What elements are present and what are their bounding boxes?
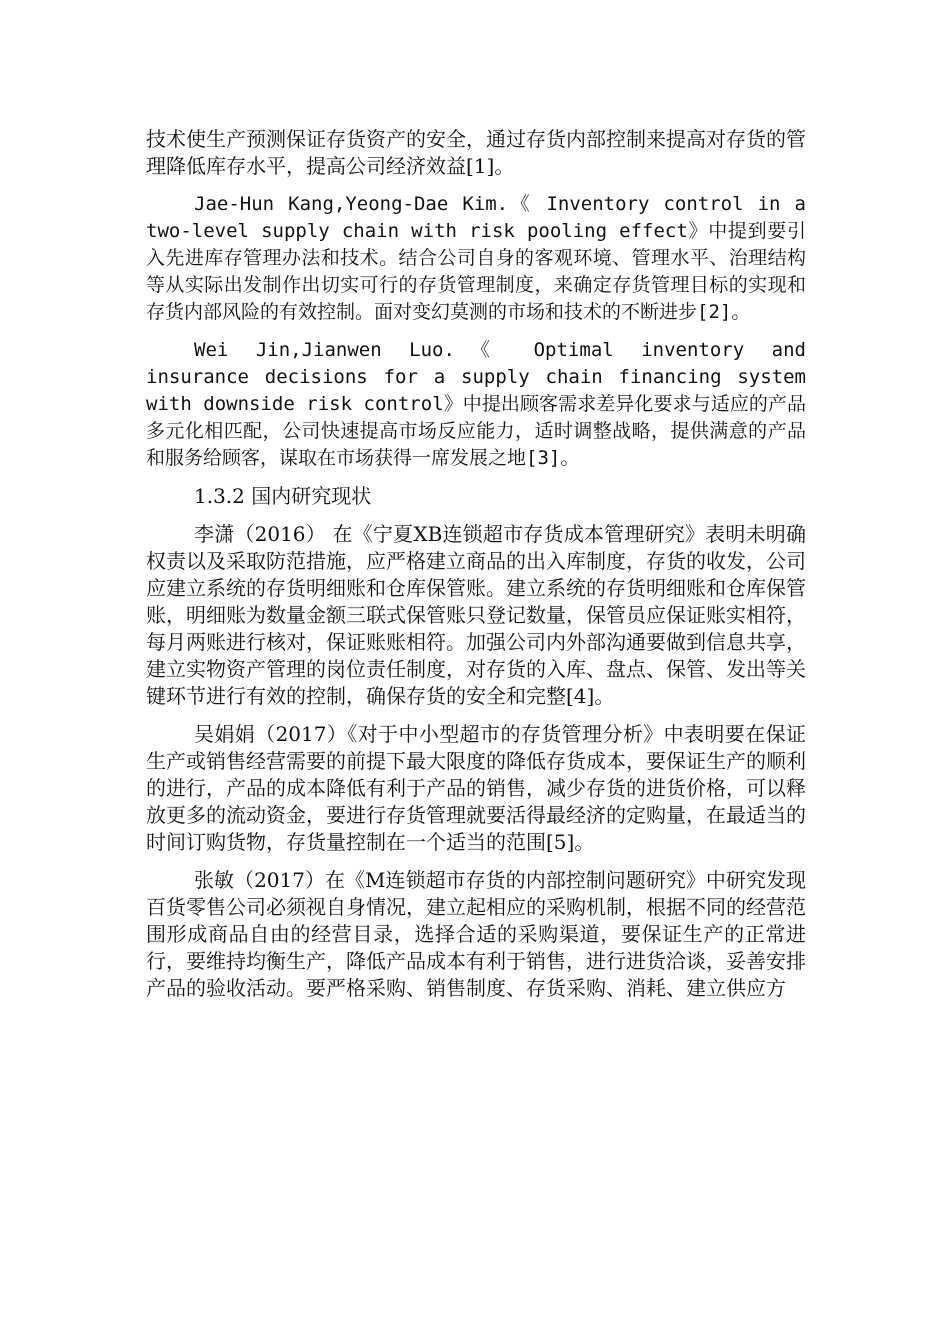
paragraph-li-xiao: 李潇（2016） 在《宁夏XB连锁超市存货成本管理研究》表明未明确权责以及采取防范措施，应严格建立商品的出入库制度，存货的收发，公司应建立系统的存货明细账和仓库保管账。建立系统的存货明细账和仓库保管账，明细账为数量金额三联式保管账只登记数量，保管员应保证账实相符，每月两账进行核对，保证账账相符。加强公司内外部沟通要做到信息共享，建立实物资产管理的岗位责任制度，对存货的入库、盘点、保管、发出等关键环节进行有效的控制，确保存货的安全和完整[4]。 bbox=[146, 522, 806, 708]
paragraph-wu-juanjuan: 吴娟娟（2017）《对于中小型超市的存货管理分析》中表明要在保证生产或销售经营需要的前提下最大限度的降低存货成本，要保证生产的顺利的进行，产品的成本降低有利于产品的销售，减少存货的进货价格，可以释放更多的流动资金，要进行存货管理就要活得最经济的定购量，在最适当的时间订购货物，存货量控制在一个适当的范围[5]。 bbox=[146, 722, 806, 854]
paragraph-continuation: 技术使生产预测保证存货资产的安全，通过存货内部控制来提高对存货的管理降低库存水平，提高公司经济效益[1]。 bbox=[146, 127, 806, 178]
paragraph-zhang-min: 张敏（2017）在《M连锁超市存货的内部控制问题研究》中研究发现百货零售公司必须视自身情况，建立起相应的采购机制，根据不同的经营范围形成商品自由的经营目录，选择合适的采购渠道，要保证生产的正常进行，要维持均衡生产，降低产品成本有利于销售，进行进货洽谈，妥善安排产品的验收活动。要严格采购、销售制度、存货采购、消耗、建立供应方 bbox=[146, 868, 806, 1000]
paragraph-jin-luo: Wei Jin,Jianwen Luo.《 Optimal inventory and insurance decisions for a supply chain financing system with downside risk control》中提出顾客需求差异化要求与适应的产品多元化相匹配，公司快速提高市场反应能力，适时调整战略，提供满意的产品和服务给顾客，谋取在市场获得一席发展之地[3]。 bbox=[146, 339, 806, 469]
paragraph-kang-kim: Jae-Hun Kang,Yeong-Dae Kim.《 Inventory control in a two-level supply chain with risk pooling effect》中提到要引入先进库存管理办法和技术。结合公司自身的客观环境、管理水平、治理结构等从实际出发制作出切实可行的存货管理制度，来确定存货管理目标的实现和存货内部风险的有效控制。面对变幻莫测的市场和技术的不断进步[2]。 bbox=[146, 193, 806, 323]
section-heading: 1.3.2 国内研究现状 bbox=[194, 484, 372, 508]
document-page bbox=[146, 126, 806, 1013]
